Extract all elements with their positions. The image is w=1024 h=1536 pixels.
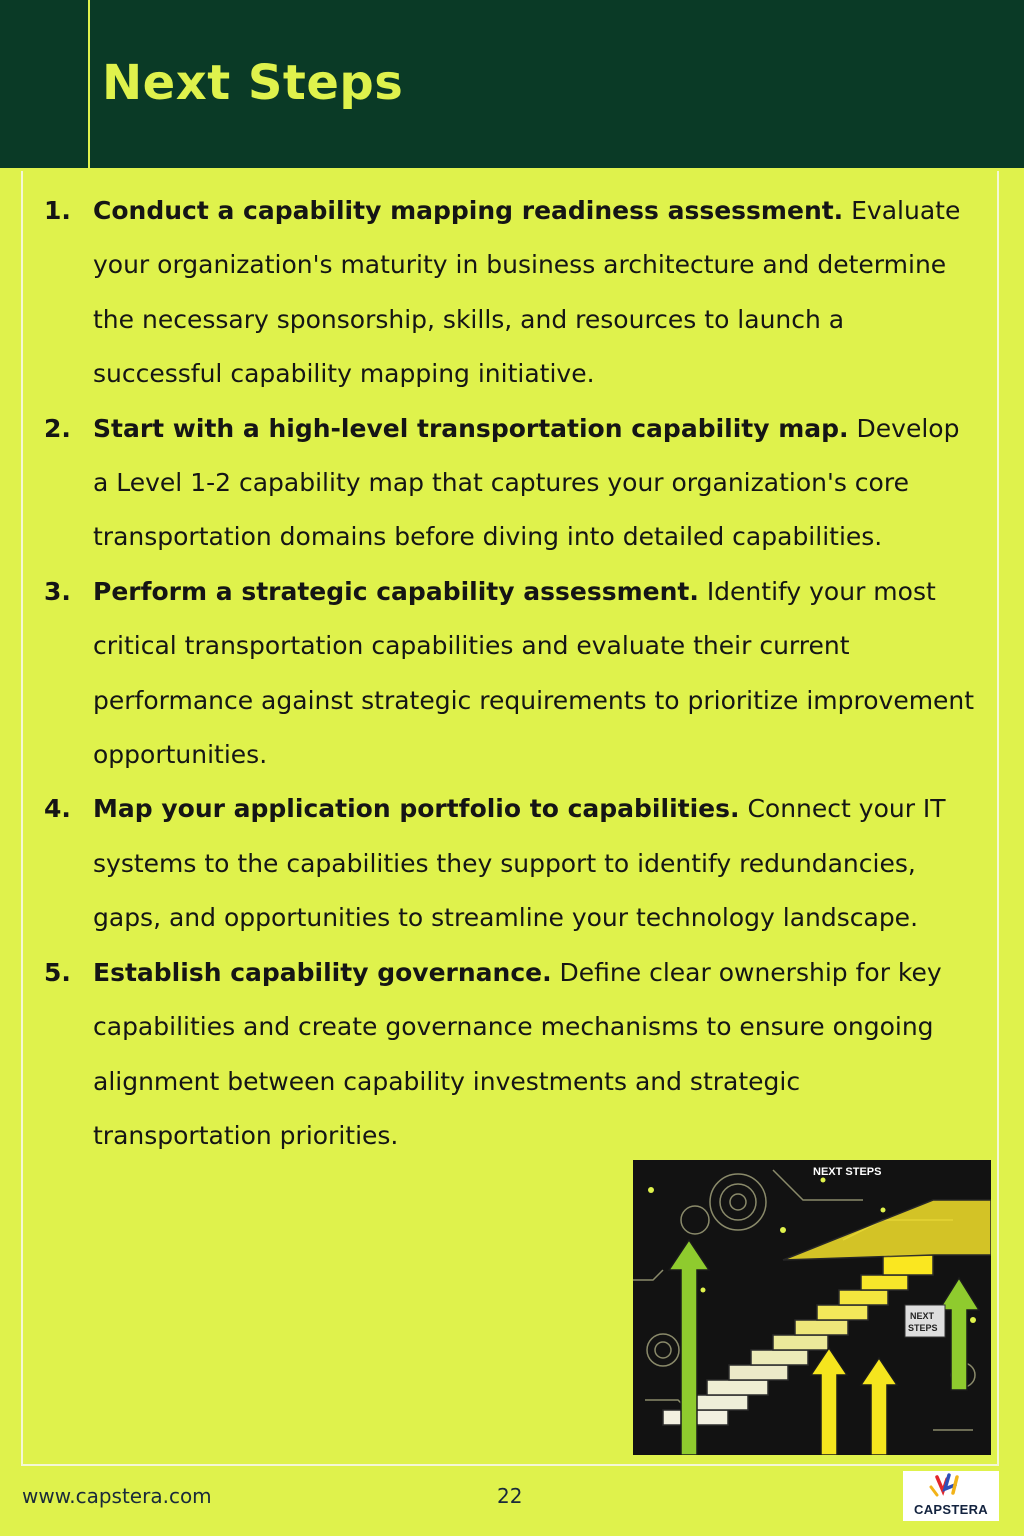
step-description: Connect your IT systems to the capabilities they support to identify redundancies, gaps, and opportunities to streamline your technology landscape. xyxy=(93,794,946,933)
step-heading: Map your application portfolio to capabilities. xyxy=(93,794,740,824)
sign-text-line-1: NEXT xyxy=(910,1311,935,1321)
next-steps-illustration xyxy=(633,1160,991,1455)
step-heading: Start with a high-level transportation capability map. xyxy=(93,413,849,443)
step-description: Identify your most critical transportation capabilities and evaluate their current performance against strategic requirements to prioritize improvement opportunities. xyxy=(93,576,975,770)
footer-website-link[interactable]: www.capstera.com xyxy=(22,1484,212,1508)
list-item xyxy=(44,402,980,565)
step-number: 3. xyxy=(44,576,71,606)
step-description: Develop a Level 1-2 capability map that captures your organization's core transportation domains before diving into detailed capabilities. xyxy=(93,413,960,552)
step-description: Define clear ownership for key capabilities and create governance mechanisms to ensure ongoing alignment between capability investments and strategic transportation priorities. xyxy=(93,957,942,1150)
staircase-artwork xyxy=(633,1160,991,1455)
logo-wordmark: CAPSTERA xyxy=(914,1502,988,1517)
step-heading: Perform a strategic capability assessment. xyxy=(93,576,699,606)
step-number: 1. xyxy=(44,196,71,225)
step-number: 2. xyxy=(44,413,71,443)
step-number: 4. xyxy=(44,794,71,824)
list-item xyxy=(44,782,980,945)
illustration-banner-text: NEXT STEPS xyxy=(813,1166,882,1178)
sign-text-line-2: STEPS xyxy=(908,1323,938,1333)
capstera-logo-icon xyxy=(903,1471,999,1503)
list-item xyxy=(44,565,980,783)
step-heading: Establish capability governance. xyxy=(93,957,552,987)
step-heading: Conduct a capability mapping readiness assessment. xyxy=(93,196,844,225)
page-title: Next Steps xyxy=(102,55,404,111)
page-header xyxy=(0,0,1024,168)
next-steps-list xyxy=(44,184,980,1163)
step-description: Evaluate your organization's maturity in business architecture and determine the necessary sponsorship, skills, and resources to launch a successful capability mapping initiative. xyxy=(93,196,961,389)
header-divider xyxy=(88,0,90,168)
capstera-logo xyxy=(903,1471,999,1521)
list-item xyxy=(44,184,980,402)
step-number: 5. xyxy=(44,957,71,987)
page-number: 22 xyxy=(497,1484,523,1508)
list-item xyxy=(44,946,980,1164)
